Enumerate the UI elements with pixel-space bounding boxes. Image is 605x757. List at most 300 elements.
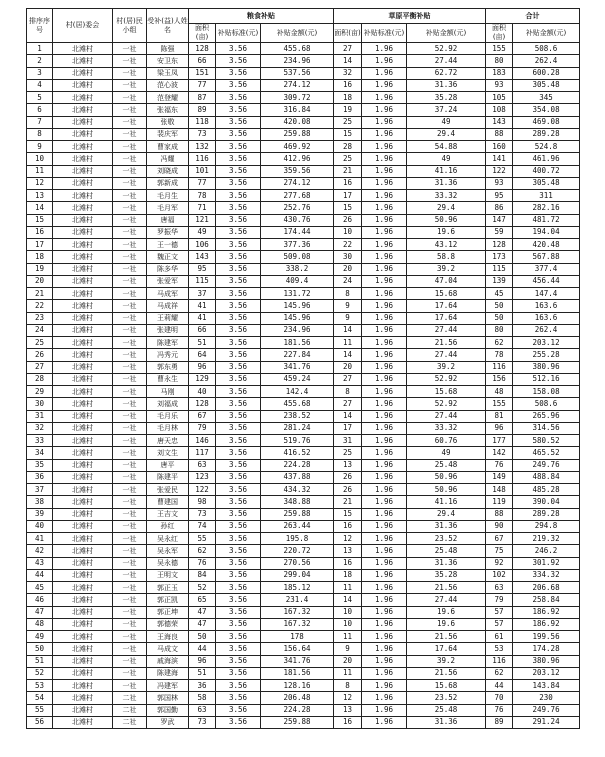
cell-group: 一社 [113, 631, 147, 643]
cell-group: 一社 [113, 655, 147, 667]
cell-comp-area: 28 [334, 141, 362, 153]
cell-name: 冯建军 [147, 680, 189, 692]
cell-comp-area: 12 [334, 533, 362, 545]
cell-grain-area: 63 [189, 704, 216, 716]
cell-grain-standard: 3.56 [216, 459, 261, 471]
cell-village: 北滩村 [53, 312, 113, 324]
cell-total-area: 149 [486, 471, 513, 483]
cell-name: 戚海滨 [147, 655, 189, 667]
cell-grain-amount: 341.76 [261, 361, 334, 373]
cell-comp-standard: 1.96 [362, 263, 407, 275]
cell-name: 毛月军 [147, 202, 189, 214]
cell-group: 一社 [113, 67, 147, 79]
cell-name: 唐福 [147, 214, 189, 226]
cell-grain-amount: 224.28 [261, 459, 334, 471]
cell-grain-standard: 3.56 [216, 43, 261, 55]
cell-grain-amount: 259.88 [261, 128, 334, 140]
cell-total-area: 50 [486, 300, 513, 312]
cell-total-amount: 206.68 [513, 582, 580, 594]
cell-grain-amount: 348.88 [261, 496, 334, 508]
cell-name: 范心波 [147, 79, 189, 91]
cell-comp-amount: 31.36 [407, 177, 486, 189]
cell-comp-area: 12 [334, 692, 362, 704]
cell-name: 毛月乐 [147, 410, 189, 422]
cell-seq: 53 [27, 680, 53, 692]
cell-comp-standard: 1.96 [362, 582, 407, 594]
cell-village: 北滩村 [53, 459, 113, 471]
cell-group: 一社 [113, 153, 147, 165]
cell-grain-standard: 3.56 [216, 716, 261, 728]
cell-seq: 52 [27, 667, 53, 679]
cell-total-area: 57 [486, 606, 513, 618]
cell-comp-standard: 1.96 [362, 618, 407, 630]
cell-group: 一社 [113, 569, 147, 581]
cell-seq: 12 [27, 177, 53, 189]
cell-total-amount: 580.52 [513, 435, 580, 447]
cell-total-amount: 203.12 [513, 667, 580, 679]
cell-total-area: 95 [486, 190, 513, 202]
cell-group: 一社 [113, 165, 147, 177]
cell-name: 刘福成 [147, 398, 189, 410]
cell-name: 张建明 [147, 324, 189, 336]
cell-comp-standard: 1.96 [362, 422, 407, 434]
cell-total-amount: 334.32 [513, 569, 580, 581]
cell-village: 北滩村 [53, 716, 113, 728]
table-row [27, 594, 580, 606]
cell-grain-amount: 181.56 [261, 337, 334, 349]
cell-group: 一社 [113, 398, 147, 410]
cell-grain-amount: 234.96 [261, 324, 334, 336]
cell-group: 一社 [113, 300, 147, 312]
cell-grain-amount: 128.16 [261, 680, 334, 692]
cell-village: 北滩村 [53, 79, 113, 91]
cell-village: 北滩村 [53, 410, 113, 422]
cell-grain-area: 73 [189, 716, 216, 728]
cell-grain-area: 51 [189, 337, 216, 349]
cell-total-amount: 203.12 [513, 337, 580, 349]
cell-seq: 25 [27, 337, 53, 349]
cell-grain-amount: 537.56 [261, 67, 334, 79]
cell-comp-standard: 1.96 [362, 349, 407, 361]
table-row [27, 141, 580, 153]
table-row [27, 386, 580, 398]
cell-total-area: 141 [486, 153, 513, 165]
cell-total-area: 155 [486, 398, 513, 410]
cell-group: 一社 [113, 533, 147, 545]
cell-total-area: 148 [486, 484, 513, 496]
cell-seq: 7 [27, 116, 53, 128]
cell-grain-amount: 178 [261, 631, 334, 643]
cell-name: 裴庆军 [147, 128, 189, 140]
cell-name: 魏正文 [147, 251, 189, 263]
cell-group: 一社 [113, 79, 147, 91]
cell-grain-area: 118 [189, 116, 216, 128]
cell-grain-standard: 3.56 [216, 288, 261, 300]
cell-grain-standard: 3.56 [216, 141, 261, 153]
cell-grain-standard: 3.56 [216, 398, 261, 410]
cell-total-area: 44 [486, 680, 513, 692]
header-grain-subsidy: 粮食补贴 [189, 9, 334, 24]
cell-village: 北滩村 [53, 569, 113, 581]
cell-total-area: 76 [486, 459, 513, 471]
cell-comp-area: 8 [334, 680, 362, 692]
cell-comp-standard: 1.96 [362, 43, 407, 55]
cell-comp-amount: 19.6 [407, 618, 486, 630]
cell-name: 马成军 [147, 288, 189, 300]
cell-total-area: 88 [486, 128, 513, 140]
cell-comp-amount: 52.92 [407, 43, 486, 55]
cell-grain-amount: 341.76 [261, 655, 334, 667]
table-row [27, 337, 580, 349]
cell-seq: 32 [27, 422, 53, 434]
cell-total-amount: 380.96 [513, 655, 580, 667]
cell-seq: 40 [27, 520, 53, 532]
cell-group: 一社 [113, 92, 147, 104]
cell-seq: 43 [27, 557, 53, 569]
cell-total-amount: 305.48 [513, 79, 580, 91]
cell-grain-area: 73 [189, 508, 216, 520]
cell-total-area: 155 [486, 43, 513, 55]
cell-comp-area: 22 [334, 239, 362, 251]
cell-name: 马成祥 [147, 300, 189, 312]
cell-total-amount: 230 [513, 692, 580, 704]
header-comp-area: 面积(亩) [334, 24, 362, 43]
cell-seq: 41 [27, 533, 53, 545]
cell-grain-standard: 3.56 [216, 594, 261, 606]
cell-village: 北滩村 [53, 386, 113, 398]
cell-grain-area: 146 [189, 435, 216, 447]
cell-comp-standard: 1.96 [362, 496, 407, 508]
cell-grain-amount: 181.56 [261, 667, 334, 679]
cell-name: 孙红 [147, 520, 189, 532]
table-row [27, 520, 580, 532]
cell-grain-area: 101 [189, 165, 216, 177]
cell-comp-amount: 19.6 [407, 226, 486, 238]
cell-group: 二社 [113, 716, 147, 728]
cell-grain-amount: 409.4 [261, 275, 334, 287]
cell-total-amount: 262.4 [513, 324, 580, 336]
cell-grain-standard: 3.56 [216, 533, 261, 545]
cell-grain-amount: 459.24 [261, 373, 334, 385]
cell-grain-standard: 3.56 [216, 496, 261, 508]
cell-total-amount: 291.24 [513, 716, 580, 728]
cell-group: 一社 [113, 422, 147, 434]
cell-grain-standard: 3.56 [216, 704, 261, 716]
cell-village: 北滩村 [53, 643, 113, 655]
cell-comp-standard: 1.96 [362, 239, 407, 251]
cell-village: 北滩村 [53, 239, 113, 251]
cell-total-amount: 282.16 [513, 202, 580, 214]
cell-total-amount: 249.76 [513, 704, 580, 716]
cell-grain-standard: 3.56 [216, 557, 261, 569]
cell-grain-standard: 3.56 [216, 55, 261, 67]
cell-comp-amount: 15.68 [407, 680, 486, 692]
table-row [27, 680, 580, 692]
cell-name: 陈强 [147, 43, 189, 55]
cell-total-area: 96 [486, 422, 513, 434]
cell-name: 郭国林 [147, 692, 189, 704]
cell-grain-area: 74 [189, 520, 216, 532]
cell-village: 北滩村 [53, 508, 113, 520]
cell-grain-amount: 231.4 [261, 594, 334, 606]
cell-seq: 54 [27, 692, 53, 704]
cell-group: 一社 [113, 594, 147, 606]
cell-comp-area: 27 [334, 398, 362, 410]
cell-name: 陈建海 [147, 667, 189, 679]
cell-name: 曹家成 [147, 141, 189, 153]
cell-total-amount: 390.04 [513, 496, 580, 508]
cell-grain-area: 41 [189, 300, 216, 312]
cell-name: 郭德荣 [147, 618, 189, 630]
cell-comp-standard: 1.96 [362, 484, 407, 496]
cell-village: 北滩村 [53, 177, 113, 189]
cell-group: 二社 [113, 692, 147, 704]
cell-grain-area: 77 [189, 177, 216, 189]
cell-comp-area: 26 [334, 484, 362, 496]
cell-total-amount: 508.6 [513, 398, 580, 410]
table-row [27, 471, 580, 483]
cell-seq: 55 [27, 704, 53, 716]
cell-comp-area: 20 [334, 263, 362, 275]
table-row [27, 533, 580, 545]
cell-village: 北滩村 [53, 226, 113, 238]
cell-seq: 14 [27, 202, 53, 214]
cell-name: 马刚 [147, 386, 189, 398]
cell-grain-area: 77 [189, 79, 216, 91]
cell-seq: 22 [27, 300, 53, 312]
cell-comp-amount: 17.64 [407, 643, 486, 655]
cell-comp-standard: 1.96 [362, 655, 407, 667]
table-row [27, 92, 580, 104]
cell-grain-area: 123 [189, 471, 216, 483]
cell-grain-standard: 3.56 [216, 128, 261, 140]
cell-village: 北滩村 [53, 447, 113, 459]
cell-grain-standard: 3.56 [216, 484, 261, 496]
cell-grain-amount: 167.32 [261, 618, 334, 630]
cell-comp-standard: 1.96 [362, 55, 407, 67]
header-total-amount: 补贴金额(元) [513, 24, 580, 43]
cell-group: 一社 [113, 116, 147, 128]
cell-village: 北滩村 [53, 680, 113, 692]
cell-comp-standard: 1.96 [362, 288, 407, 300]
cell-grain-area: 51 [189, 667, 216, 679]
cell-comp-amount: 41.16 [407, 165, 486, 177]
cell-grain-amount: 299.04 [261, 569, 334, 581]
cell-village: 北滩村 [53, 582, 113, 594]
cell-seq: 44 [27, 569, 53, 581]
cell-name: 张福东 [147, 104, 189, 116]
cell-village: 北滩村 [53, 361, 113, 373]
cell-comp-amount: 39.2 [407, 361, 486, 373]
cell-grain-area: 44 [189, 643, 216, 655]
cell-grain-area: 36 [189, 680, 216, 692]
cell-comp-area: 16 [334, 557, 362, 569]
cell-seq: 31 [27, 410, 53, 422]
cell-seq: 15 [27, 214, 53, 226]
cell-grain-standard: 3.56 [216, 349, 261, 361]
cell-grain-area: 95 [189, 263, 216, 275]
cell-total-amount: 600.28 [513, 67, 580, 79]
header-name: 受补(益)人姓名 [147, 9, 189, 43]
cell-name: 郭东勇 [147, 361, 189, 373]
cell-group: 一社 [113, 214, 147, 226]
cell-total-amount: 246.2 [513, 545, 580, 557]
cell-comp-amount: 31.36 [407, 520, 486, 532]
cell-comp-amount: 35.28 [407, 92, 486, 104]
cell-total-amount: 377.4 [513, 263, 580, 275]
cell-comp-amount: 49 [407, 153, 486, 165]
cell-comp-area: 25 [334, 153, 362, 165]
cell-seq: 45 [27, 582, 53, 594]
cell-total-area: 45 [486, 288, 513, 300]
cell-total-area: 93 [486, 177, 513, 189]
cell-comp-amount: 23.52 [407, 533, 486, 545]
cell-village: 北滩村 [53, 202, 113, 214]
cell-total-amount: 199.56 [513, 631, 580, 643]
cell-total-area: 102 [486, 569, 513, 581]
cell-total-amount: 508.6 [513, 43, 580, 55]
cell-grain-standard: 3.56 [216, 373, 261, 385]
cell-comp-area: 9 [334, 300, 362, 312]
subsidy-table [26, 8, 580, 729]
cell-grain-standard: 3.56 [216, 251, 261, 263]
cell-grain-area: 63 [189, 459, 216, 471]
cell-grain-standard: 3.56 [216, 202, 261, 214]
table-row [27, 55, 580, 67]
cell-total-amount: 147.4 [513, 288, 580, 300]
cell-comp-standard: 1.96 [362, 545, 407, 557]
cell-comp-area: 8 [334, 288, 362, 300]
table-row [27, 214, 580, 226]
cell-comp-area: 27 [334, 373, 362, 385]
cell-group: 一社 [113, 263, 147, 275]
table-row [27, 128, 580, 140]
cell-village: 北滩村 [53, 337, 113, 349]
cell-group: 一社 [113, 239, 147, 251]
cell-comp-area: 17 [334, 190, 362, 202]
table-row [27, 104, 580, 116]
cell-group: 一社 [113, 190, 147, 202]
cell-name: 罗振华 [147, 226, 189, 238]
cell-total-amount: 461.96 [513, 153, 580, 165]
cell-total-area: 63 [486, 582, 513, 594]
cell-total-amount: 524.8 [513, 141, 580, 153]
cell-group: 一社 [113, 141, 147, 153]
cell-total-area: 143 [486, 116, 513, 128]
cell-group: 一社 [113, 447, 147, 459]
table-row [27, 667, 580, 679]
cell-comp-standard: 1.96 [362, 190, 407, 202]
cell-total-area: 160 [486, 141, 513, 153]
cell-comp-amount: 27.44 [407, 410, 486, 422]
cell-name: 安卫东 [147, 55, 189, 67]
cell-group: 一社 [113, 606, 147, 618]
cell-village: 北滩村 [53, 557, 113, 569]
cell-grain-amount: 167.32 [261, 606, 334, 618]
cell-grain-area: 106 [189, 239, 216, 251]
cell-comp-standard: 1.96 [362, 533, 407, 545]
cell-grain-standard: 3.56 [216, 92, 261, 104]
cell-grain-amount: 259.88 [261, 716, 334, 728]
cell-grain-amount: 252.76 [261, 202, 334, 214]
cell-comp-amount: 15.68 [407, 386, 486, 398]
cell-name: 刘晓成 [147, 165, 189, 177]
cell-comp-amount: 50.96 [407, 484, 486, 496]
cell-name: 梁玉凤 [147, 67, 189, 79]
cell-village: 北滩村 [53, 67, 113, 79]
cell-grain-area: 79 [189, 422, 216, 434]
cell-comp-standard: 1.96 [362, 373, 407, 385]
cell-comp-amount: 25.48 [407, 459, 486, 471]
cell-comp-standard: 1.96 [362, 202, 407, 214]
cell-comp-amount: 17.64 [407, 300, 486, 312]
cell-total-area: 79 [486, 594, 513, 606]
cell-group: 一社 [113, 128, 147, 140]
header-compensation: 草原平衡补贴 [334, 9, 486, 24]
cell-grain-area: 87 [189, 92, 216, 104]
cell-total-amount: 186.92 [513, 618, 580, 630]
cell-grain-standard: 3.56 [216, 692, 261, 704]
cell-comp-standard: 1.96 [362, 447, 407, 459]
cell-name: 冯耀 [147, 153, 189, 165]
cell-name: 郭新成 [147, 177, 189, 189]
cell-comp-amount: 21.56 [407, 667, 486, 679]
cell-name: 王吉文 [147, 508, 189, 520]
cell-comp-area: 15 [334, 508, 362, 520]
cell-seq: 20 [27, 275, 53, 287]
cell-comp-standard: 1.96 [362, 716, 407, 728]
cell-total-area: 139 [486, 275, 513, 287]
cell-comp-standard: 1.96 [362, 128, 407, 140]
cell-group: 一社 [113, 545, 147, 557]
cell-comp-standard: 1.96 [362, 165, 407, 177]
cell-seq: 2 [27, 55, 53, 67]
cell-total-amount: 219.32 [513, 533, 580, 545]
table-row [27, 410, 580, 422]
cell-comp-standard: 1.96 [362, 594, 407, 606]
cell-total-area: 115 [486, 263, 513, 275]
cell-village: 北滩村 [53, 263, 113, 275]
cell-grain-standard: 3.56 [216, 435, 261, 447]
cell-village: 北滩村 [53, 496, 113, 508]
table-row [27, 692, 580, 704]
cell-grain-standard: 3.56 [216, 422, 261, 434]
cell-comp-standard: 1.96 [362, 569, 407, 581]
cell-group: 一社 [113, 667, 147, 679]
cell-seq: 11 [27, 165, 53, 177]
cell-group: 一社 [113, 312, 147, 324]
cell-seq: 1 [27, 43, 53, 55]
cell-comp-standard: 1.96 [362, 226, 407, 238]
cell-seq: 3 [27, 67, 53, 79]
cell-grain-area: 52 [189, 582, 216, 594]
table-row [27, 79, 580, 91]
cell-seq: 39 [27, 508, 53, 520]
cell-seq: 6 [27, 104, 53, 116]
table-row [27, 361, 580, 373]
cell-total-area: 119 [486, 496, 513, 508]
cell-comp-amount: 33.32 [407, 422, 486, 434]
cell-comp-amount: 39.2 [407, 655, 486, 667]
cell-total-area: 48 [486, 386, 513, 398]
cell-comp-standard: 1.96 [362, 471, 407, 483]
cell-comp-standard: 1.96 [362, 214, 407, 226]
cell-village: 北滩村 [53, 606, 113, 618]
cell-total-area: 89 [486, 716, 513, 728]
cell-village: 北滩村 [53, 520, 113, 532]
table-row [27, 582, 580, 594]
cell-comp-area: 14 [334, 55, 362, 67]
